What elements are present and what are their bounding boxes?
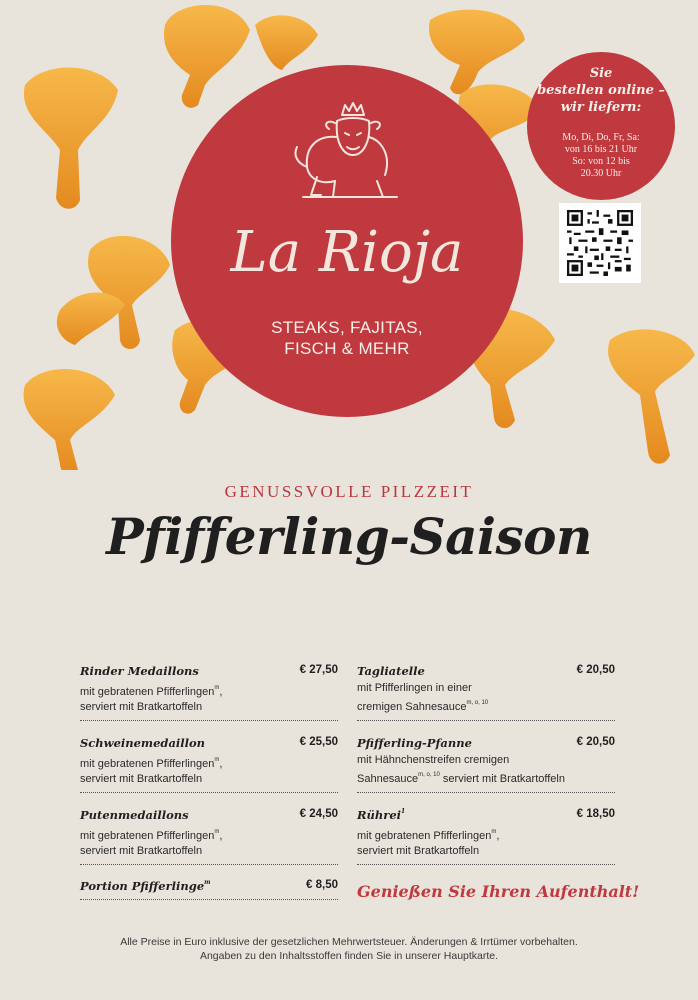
menu-item-price: € 20,50: [576, 736, 615, 748]
menu-item-desc: mit gebratenen Pfifferlingen$^m$, serviert mit Bratkartoffeln: [357, 829, 500, 857]
dotted-divider: [357, 864, 615, 865]
tagline-line1: STEAKS, FAJITAS,: [271, 318, 423, 337]
menu-item-portion-pfifferlinge: [80, 879, 338, 900]
order-line3: wir liefern:: [560, 100, 642, 115]
footer-line1: Alle Preise in Euro inklusive der gesetzlichen Mehrwertsteuer. Änderungen & Irrtümer vorbehalten.: [120, 936, 578, 948]
page-headline: Pfifferling-Saison: [106, 507, 592, 566]
menu-item-price: € 27,50: [299, 664, 338, 676]
footer-note: [0, 935, 698, 963]
hours-line1: Mo, Di, Do, Fr, Sa:: [562, 132, 640, 143]
opening-hours: [527, 132, 675, 180]
dotted-divider: [80, 899, 338, 900]
menu-item-name: Schweinemedaillon: [80, 736, 206, 750]
menu-item-name: Rührei$^1$: [357, 808, 406, 822]
menu-item-desc: mit gebratenen Pfifferlingen$^m$, serviert mit Bratkartoffeln: [80, 829, 223, 857]
dotted-divider: [80, 720, 338, 721]
menu-item-price: € 8,50: [306, 879, 338, 891]
order-line2: bestellen online –: [537, 83, 665, 98]
dotted-divider: [80, 792, 338, 793]
menu-item-putenmedaillons: [80, 808, 338, 865]
bull-logo-icon: [287, 97, 407, 207]
enjoy-message: Genießen Sie Ihren Aufenthalt!: [357, 882, 640, 901]
menu-item-price: € 18,50: [576, 808, 615, 820]
menu-item-name: Pfifferling-Pfanne: [357, 736, 472, 750]
online-order-badge: [527, 52, 675, 200]
hours-line2: von 16 bis 21 Uhr: [564, 144, 638, 155]
menu-item-name: Putenmedaillons: [80, 808, 189, 822]
order-line1: Sie: [589, 66, 613, 81]
menu-item-desc: mit Pfifferlingen in einer cremigen Sahnesauce$^{m, o, 10}$: [357, 682, 489, 713]
qr-code-icon: [567, 210, 633, 276]
tagline-line2: FISCH & MEHR: [284, 339, 410, 358]
menu-item-desc: mit Hähnchenstreifen cremigen Sahnesauce$^{m, o, 10}$ serviert mit Bratkartoffeln: [357, 754, 565, 785]
menu-item-name: Tagliatelle: [357, 664, 425, 678]
menu-item-name: Rinder Medaillons: [80, 664, 199, 678]
menu-item-price: € 25,50: [299, 736, 338, 748]
menu-item-desc: mit gebratenen Pfifferlingen$^m$, serviert mit Bratkartoffeln: [80, 757, 223, 785]
menu-item-desc: mit gebratenen Pfifferlingen$^m$, serviert mit Bratkartoffeln: [80, 685, 223, 713]
menu-item-name: Portion Pfifferlinge$^m$: [80, 879, 211, 893]
menu-item-schweinemedaillon: [80, 736, 338, 793]
qr-code[interactable]: [559, 203, 641, 283]
logo-circle: [171, 65, 523, 417]
order-title: [527, 65, 675, 116]
section-kicker: GENUSSVOLLE PILZZEIT: [224, 482, 474, 501]
dotted-divider: [80, 864, 338, 865]
hours-line4: 20.30 Uhr: [580, 168, 622, 179]
dotted-divider: [357, 720, 615, 721]
footer-line2: Angaben zu den Inhaltsstoffen finden Sie in unserer Hauptkarte.: [199, 950, 499, 962]
menu-item-price: € 20,50: [576, 664, 615, 676]
menu-item-price: € 24,50: [299, 808, 338, 820]
menu-item-pfifferling-pfanne: [357, 736, 615, 793]
menu-item-ruehrei: [357, 808, 615, 865]
brand-name: La Rioja: [230, 220, 464, 285]
dotted-divider: [357, 792, 615, 793]
menu-item-rinder-medaillons: [80, 664, 338, 721]
brand-tagline: [171, 317, 523, 359]
menu-item-tagliatelle: [357, 664, 615, 721]
hours-line3: So: von 12 bis: [572, 156, 630, 167]
